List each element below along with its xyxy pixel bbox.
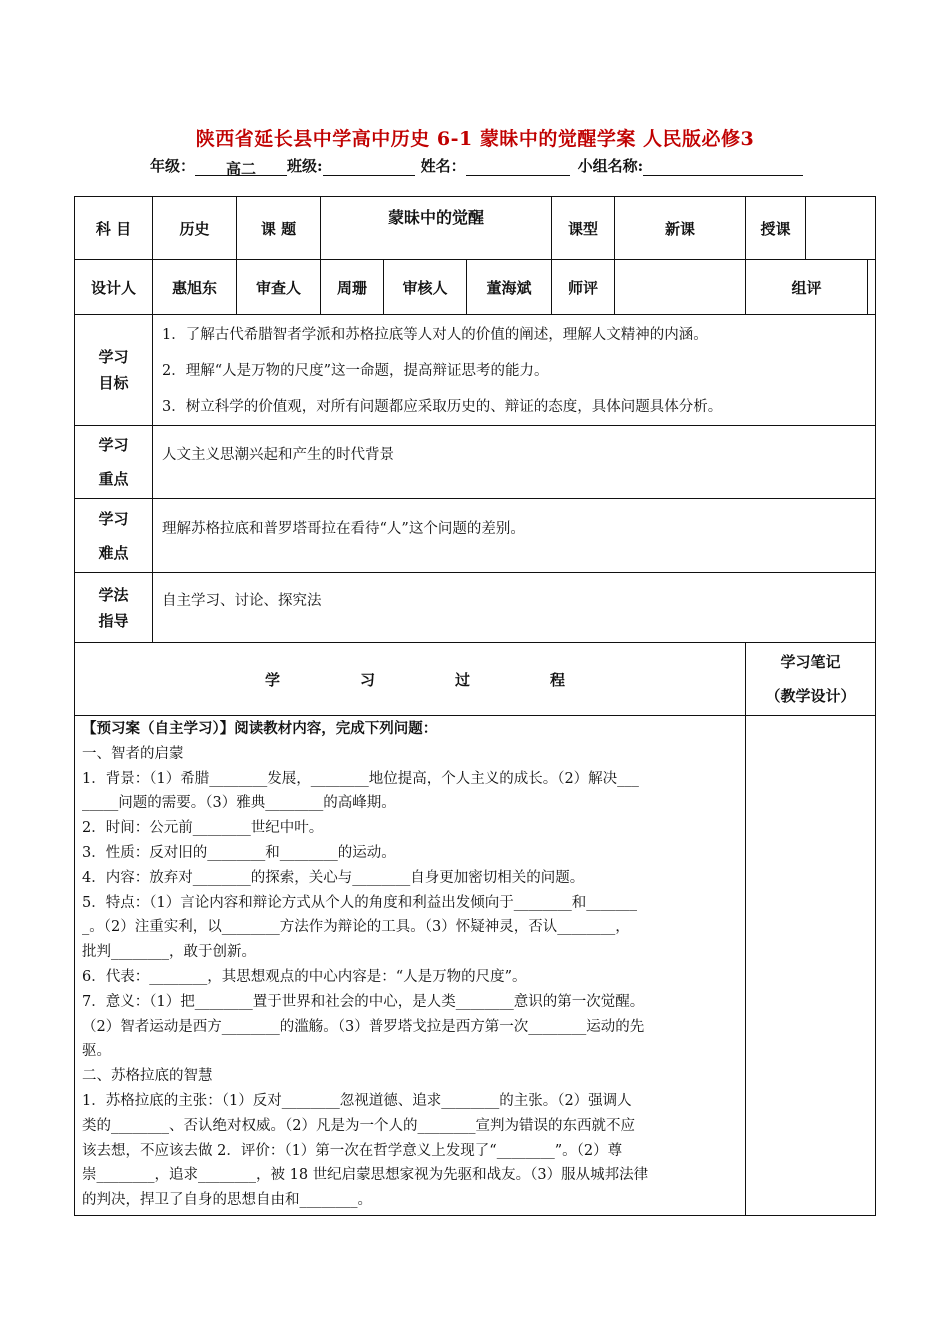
rule [152,314,153,642]
reviewer-value: 董海斌 [486,278,532,297]
designer-label: 设计人 [90,278,136,297]
rule [74,425,876,426]
objective-item: 2．理解“人是万物的尺度”这一命题，提高辩证思考的能力。 [162,363,549,379]
preview-line: 崇________，追求________，被 18 世纪启蒙思想家视为先驱和战友。（3）服从城邦法律 [82,1167,649,1184]
objectives-label-line1: 学习 [98,348,129,366]
preview-line: 6．代表：________，其思想观点的中心内容是：“人是万物的尺度”。 [82,968,527,985]
process-heading [75,643,745,715]
grade-label: 年级： [150,157,196,175]
rule [74,572,876,573]
rule [867,259,868,314]
preview-line: 5．特点：（1）言论内容和辩论方式从个人的角度和利益出发倾向于________和_______ [82,894,637,911]
process-heading-char: 习 [359,670,375,689]
preview-heading: 【预习案（自主学习）】阅读教材内容，完成下列问题： [82,720,438,737]
class-field[interactable] [323,158,415,176]
rule [74,1215,876,1216]
page-title: 陕西省延长县中学高中历史 6-1 蒙昧中的觉醒学案 人民版必修3 [195,128,755,150]
preview-line: _。（2）注重实利，以________方法作为辩论的工具。（3）怀疑神灵，否认________， [82,919,630,936]
preview-line: 1．背景：（1）希腊________发展，________地位提高，个人主义的成长。（2）解决___ [82,770,639,787]
rule [74,314,876,315]
notes-area[interactable] [746,716,875,1215]
preview-line: 该去想，不应该去做 2．评价：（1）第一次在哲学意义上发现了“________”。（2）尊 [82,1142,623,1159]
key-point-label-line2: 重点 [98,470,129,488]
preview-line: 的判决，捍卫了自身的思想自由和________。 [82,1192,372,1209]
objectives-label-line2: 目标 [98,374,129,392]
process-heading-char: 过 [454,670,470,689]
notes-label-line2: （教学设计） [765,687,856,705]
objective-item: 1．了解古代希腊智者学派和苏格拉底等人对人的价值的阐述，理解人文精神的内涵。 [162,327,708,343]
method-label-line1: 学法 [98,585,129,604]
group-label: 小组名称: [577,157,644,175]
notes-label-line1: 学习笔记 [780,653,841,671]
group-field[interactable] [643,158,803,176]
objective-item: 3．树立科学的价值观，对所有问题都应采取历史的、辩证的态度，具体问题具体分析。 [162,399,723,415]
reviewer-label: 审核人 [402,278,448,297]
difficulty-label [75,499,152,572]
type-label: 课型 [567,219,598,238]
preview-line: 4．内容：放弃对________的探索，关心与________自身更加密切相关的问题。 [82,869,585,886]
type-value: 新课 [664,219,695,238]
class-label: 班级: [287,157,323,175]
rule [875,196,876,1216]
method-label [75,573,152,642]
process-heading-char: 程 [549,670,565,689]
lesson-label: 课 题 [260,219,297,238]
name-field[interactable] [466,158,570,176]
subject-value: 历史 [179,219,210,238]
preview-line: 2．时间：公元前________世纪中叶。 [82,820,324,837]
preview-line: 一、智者的启蒙 [82,745,184,762]
preview-line: 7．意义：（1）把________置于世界和社会的中心，是人类________意识的第一次觉醒。 [82,993,645,1010]
student-info-line [150,155,803,176]
preview-line: 类的________、否认绝对权威。（2）凡是为一个人的________宣判为错误的东西就不应 [82,1117,635,1134]
group-eval-label: 组评 [791,278,822,297]
difficulty-label-line1: 学习 [98,509,129,528]
teacher-eval-label: 师评 [567,278,598,297]
preview-line: 批判________，敢于创新。 [82,944,256,961]
method-content: 自主学习、讨论、探究法 [162,593,322,609]
preview-line: 二、苏格拉底的智慧 [82,1068,213,1085]
key-point-label [75,426,152,498]
key-point-content: 人文主义思潮兴起和产生的时代背景 [162,447,394,463]
rule [74,498,876,499]
preview-line: （2）智者运动是西方________的滥觞。（3）普罗塔戈拉是西方第一次________运动的先 [82,1018,645,1035]
designer-value: 惠旭东 [171,278,217,297]
difficulty-content: 理解苏格拉底和普罗塔哥拉在看待“人”这个问题的差别。 [162,521,525,537]
preview-section [82,717,742,1213]
key-point-label-line1: 学习 [98,436,129,454]
grade-field[interactable]: 高二 [195,158,287,176]
preview-line: 1．苏格拉底的主张：（1）反对________忽视道德、追求________的主张。（2）强调人 [82,1092,632,1109]
notes-header [746,643,875,715]
objectives-label [75,315,152,425]
method-label-line2: 指导 [98,611,129,630]
lesson-value: 蒙昧中的觉醒 [387,207,484,227]
objectives-list [162,317,872,425]
name-label: 姓名： [420,157,466,175]
checker-label: 审查人 [255,278,301,297]
preview-line: 驱。 [82,1043,111,1060]
checker-value: 周珊 [336,278,367,297]
subject-label: 科 目 [95,219,132,238]
process-heading-char: 学 [264,670,280,689]
difficulty-label-line2: 难点 [98,543,129,562]
rule [805,196,806,259]
teach-label: 授课 [760,219,791,238]
preview-line: 3．性质：反对旧的________和________的运动。 [82,844,396,861]
preview-line: _____问题的需要。（3）雅典________的高峰期。 [82,795,396,812]
